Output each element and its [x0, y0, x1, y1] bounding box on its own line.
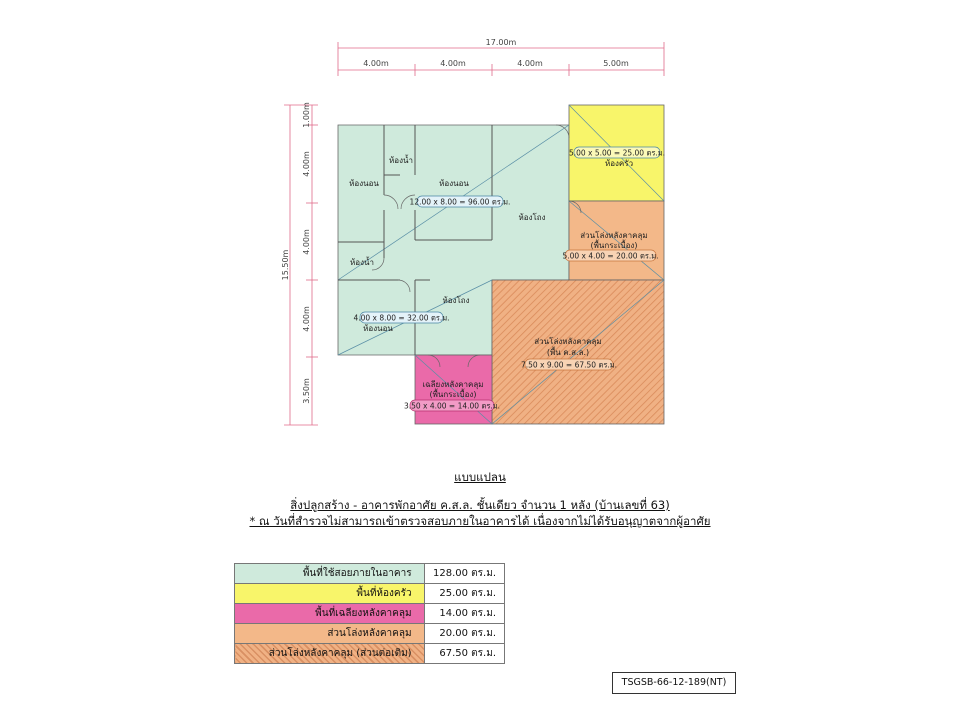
- plan-title: แบบแปลน: [454, 470, 506, 484]
- dim-top-seg-3: 4.00m: [517, 59, 543, 68]
- dim-top-seg-4: 5.00m: [603, 59, 629, 68]
- dim-left-seg-5: 3.50m: [302, 378, 311, 404]
- label-bathroom-2: ห้องน้ำ: [350, 258, 374, 267]
- label-shed-tile-floor: (พื้นกระเบื้อง): [590, 241, 638, 250]
- dim-left-seg-1: 1.00m: [302, 102, 311, 128]
- dim-left-seg-2: 4.00m: [302, 151, 311, 177]
- dim-left-seg-4: 4.00m: [302, 306, 311, 332]
- area-legend-table: [234, 563, 505, 664]
- legend-row-interior: [235, 564, 505, 584]
- legend-row-shed-extension: [235, 644, 505, 664]
- legend-label: ส่วนโล่งหลังคาคลุม (ส่วนต่อเติม): [235, 644, 425, 664]
- area-label-veranda: 3.50 x 4.00 = 14.00 ตร.ม.: [403, 401, 501, 411]
- label-bedroom-3: ห้องนอน: [363, 324, 393, 333]
- area-label-main: 12.00 x 8.00 = 96.00 ตร.ม.: [409, 197, 511, 207]
- legend-value: 14.00 ตร.ม.: [424, 604, 504, 624]
- legend-row-shed: [235, 624, 505, 644]
- area-label-kitchen: 5.00 x 5.00 = 25.00 ตร.ม.: [568, 148, 666, 158]
- legend-value: 128.00 ตร.ม.: [424, 564, 504, 584]
- survey-note: * ณ วันที่สำรวจไม่สามารถเข้าตรวจสอบภายในอาคารได้ เนื่องจากไม่ได้รับอนุญาตจากผู้อาศัย: [249, 514, 711, 528]
- area-label-lower: 4.00 x 8.00 = 32.00 ตร.ม.: [353, 313, 450, 323]
- label-veranda-floor: (พื้นกระเบื้อง): [429, 390, 477, 399]
- area-label-shed-tile: 5.00 x 4.00 = 20.00 ตร.ม.: [562, 251, 659, 261]
- label-hall-1: ห้องโถง: [518, 213, 546, 222]
- plan-subtitle: สิ่งปลูกสร้าง - อาคารพักอาศัย ค.ส.ล. ชั้นเดียว จำนวน 1 หลัง (บ้านเลขที่ 63): [290, 498, 670, 512]
- label-shed-concrete-floor: (พื้น ค.ส.ล.): [546, 348, 590, 357]
- label-bathroom-1: ห้องน้ำ: [389, 156, 413, 165]
- dim-top-seg-2: 4.00m: [440, 59, 466, 68]
- area-label-shed-concrete: 7.50 x 9.00 = 67.50 ตร.ม.: [520, 360, 618, 370]
- label-hall-2: ห้องโถง: [442, 296, 470, 305]
- dim-top-seg-1: 4.00m: [363, 59, 389, 68]
- label-kitchen: ห้องครัว: [604, 159, 634, 168]
- reference-code: TSGSB-66-12-189(NT): [612, 672, 736, 694]
- label-shed-concrete: ส่วนโล่งหลังคาคลุม: [534, 337, 602, 346]
- legend-label: ส่วนโล่งหลังคาคลุม: [235, 624, 425, 644]
- legend-value: 20.00 ตร.ม.: [424, 624, 504, 644]
- dim-total-width: 17.00m: [485, 38, 517, 47]
- label-veranda: เฉลียงหลังคาคลุม: [422, 380, 484, 389]
- label-bedroom-2: ห้องนอน: [439, 179, 469, 188]
- label-bedroom-1: ห้องนอน: [349, 179, 379, 188]
- legend-value: 25.00 ตร.ม.: [424, 584, 504, 604]
- legend-row-kitchen: [235, 584, 505, 604]
- label-shed-tile: ส่วนโล่งหลังคาคลุม: [580, 231, 648, 240]
- dim-total-height: 15.50m: [281, 249, 290, 281]
- dim-left-seg-3: 4.00m: [302, 229, 311, 255]
- legend-label: พื้นที่เฉลียงหลังคาคลุม: [235, 604, 425, 624]
- legend-label: พื้นที่ห้องครัว: [235, 584, 425, 604]
- legend-value: 67.50 ตร.ม.: [424, 644, 504, 664]
- legend-label: พื้นที่ใช้สอยภายในอาคาร: [235, 564, 425, 584]
- legend-row-veranda: [235, 604, 505, 624]
